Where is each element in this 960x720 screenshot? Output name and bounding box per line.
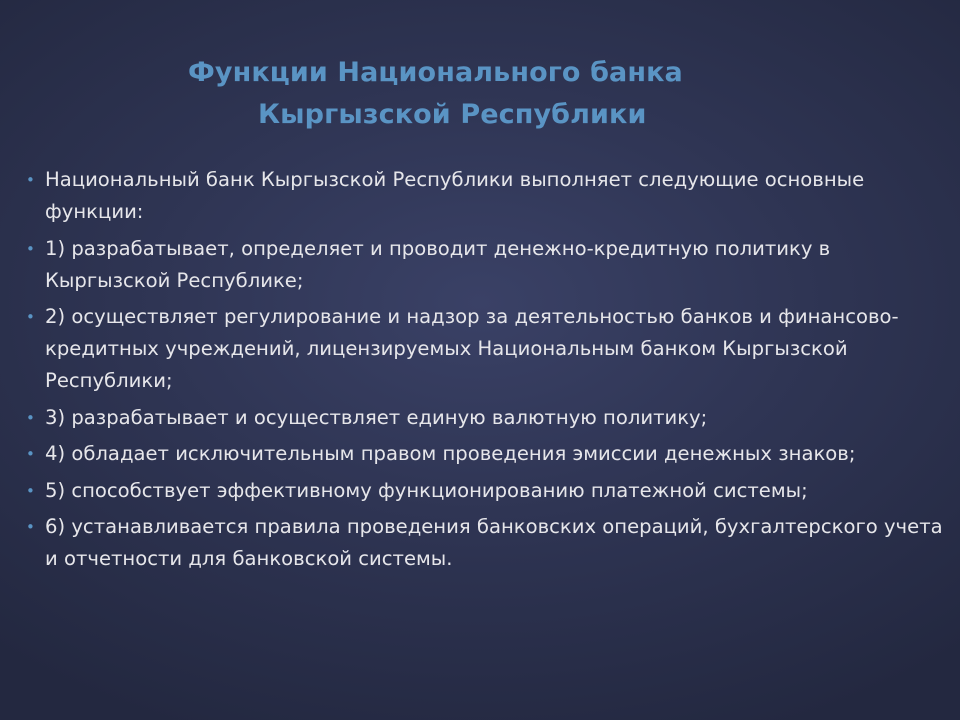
list-item-text: Национальный банк Кыргызской Республики выполняет следующие основные функции:: [45, 168, 865, 223]
bullet-icon: •: [26, 308, 35, 326]
list-item-text: 6) устанавливается правила проведения банковских операций, бухгалтерского учета и отчетности для банковской системы.: [45, 515, 943, 570]
slide-title-line-1: Функции Национального банка: [188, 57, 683, 88]
slide-title: [188, 52, 748, 136]
bullet-icon: •: [26, 408, 35, 427]
list-item-text: 3) разрабатывает и осуществляет единую валютную политику;: [45, 405, 708, 429]
list-item: [24, 301, 946, 397]
list-item: [24, 233, 946, 297]
list-item-text: 5) способствует эффективному функционированию платежной системы;: [45, 478, 808, 502]
list-item: [24, 511, 946, 575]
bullet-icon: •: [26, 239, 35, 258]
slide-title-line-2: Кыргызской Республики: [258, 99, 647, 130]
bullet-icon: •: [26, 445, 35, 463]
list-item: [24, 438, 946, 470]
bullet-icon: •: [26, 481, 35, 500]
list-item-text: 4) обладает исключительным правом проведения эмиссии денежных знаков;: [45, 442, 856, 465]
list-item: [24, 164, 946, 228]
list-item-text: 2) осуществляет регулирование и надзор за деятельностью банков и финансово-кредитных учреждений, лицензируемых Национальным банком Кыргызской Республики;: [45, 305, 899, 392]
list-item: [24, 402, 946, 434]
bullet-icon: •: [26, 171, 35, 189]
bullet-icon: •: [26, 518, 35, 536]
list-item: [24, 475, 946, 507]
functions-list: [24, 164, 946, 580]
list-item-text: 1) разрабатывает, определяет и проводит денежно-кредитную политику в Кыргызской Республике;: [45, 236, 831, 292]
